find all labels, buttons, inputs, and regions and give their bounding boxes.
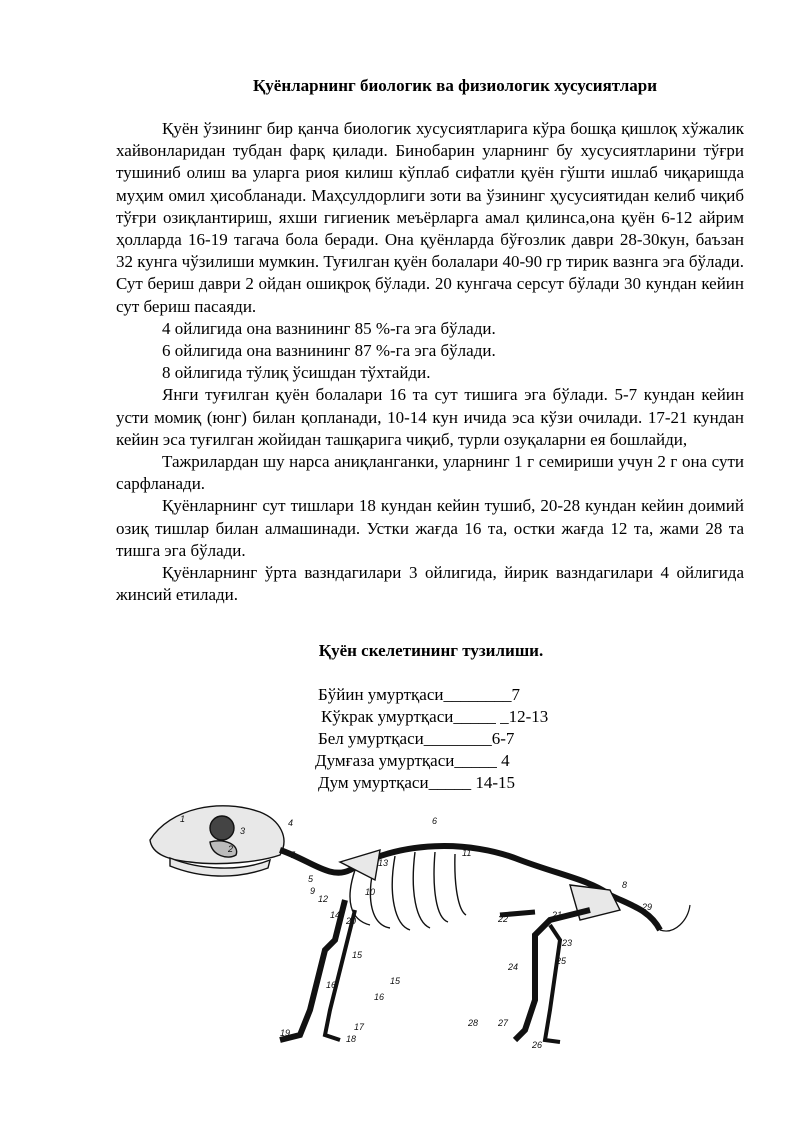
figure-label: 2 xyxy=(228,844,234,854)
figure-label: 9 xyxy=(310,886,316,896)
figure-label: 27 xyxy=(498,1018,509,1028)
figure-label: 8 xyxy=(622,880,628,890)
figure-label: 12 xyxy=(318,894,329,904)
figure-label: 23 xyxy=(562,938,573,948)
skeleton-drawing xyxy=(150,806,690,1042)
paragraph: 4 ойлигида она вазнининг 85 %-га эга бўлади. xyxy=(162,318,496,338)
figure-label: 28 xyxy=(468,1018,479,1028)
figure-label: 29 xyxy=(642,902,653,912)
figure-label: 20 xyxy=(346,916,357,926)
figure-label: 21 xyxy=(552,910,563,920)
section-subtitle: Қуён скелетининг тузилиши. xyxy=(318,641,544,660)
figure-label: 4 xyxy=(288,818,294,828)
figure-label: 14 xyxy=(330,910,341,920)
figure-label: 5 xyxy=(308,874,314,884)
rabbit-skeleton-figure xyxy=(140,800,700,1060)
figure-label: 18 xyxy=(346,1034,357,1044)
document-title: Қуёнларнинг биологик ва физиологик хусусиятлари xyxy=(252,76,658,95)
figure-label: 1 xyxy=(180,814,186,824)
figure-label: 17 xyxy=(354,1022,365,1032)
figure-label: 3 xyxy=(240,826,246,836)
figure-label: 6 xyxy=(432,816,438,826)
figure-label: 16 xyxy=(326,980,337,990)
vertebrae-sacral: Думғаза умуртқаси_____ 4 xyxy=(315,751,510,770)
paragraph: Тажрилардан шу нарса аниқланганки, уларнинг 1 г семириши учун 2 г она сути сарфланади. xyxy=(116,452,744,494)
vertebrae-cervical: Бўйин умуртқаси________7 xyxy=(318,685,520,704)
vertebrae-thoracic: Кўкрак умуртқаси_____ _12-13 xyxy=(321,707,549,726)
paragraph: Қуён ўзининг бир қанча биологик хусусиятларига кўра бошқа қишлоқ хўжалик хайвонларидан тубдан фарқ қилади. Бинобарин уларнинг бу хусусиятларини тўғри тушиниб олиш ва уларга риоя килиш кўплаб сифатли қуён гўшти ишлаб чиқаришда муҳим омил ҳисобланади. Маҳсулдорлиги зоти ва ўзининг ҳусусиятидан келиб чиқиб тўғри озиқлантириш, яхши гигиеник меъёрларга амал қилинса,она қуён 6-12 айрим ҳолларда 16-19 тагача бола беради. Она қуёнларда бўғозлик даври 28-30кун, баъзан 32 кунга чўзилиши мумкин. Туғилган қуён болалари 40-90 гр тирик вазнга эга бўлади. Сут бериш даври 2 ойдан ошиқроқ бўлади. 20 кунгача серсут бўлади 30 кундан кейин сут бериш пасаяди. xyxy=(116,119,744,316)
figure-label: 26 xyxy=(532,1040,543,1050)
vertebrae-caudal: Дум умуртқаси_____ 14-15 xyxy=(318,773,515,792)
figure-label: 13 xyxy=(378,858,389,868)
document-body xyxy=(116,118,744,606)
figure-label: 16 xyxy=(374,992,385,1002)
vertebrae-lumbar: Бел умуртқаси________6-7 xyxy=(318,729,515,748)
figure-label: 7 xyxy=(290,850,296,860)
figure-label: 25 xyxy=(556,956,567,966)
paragraph: 8 ойлигида тўлиқ ўсишдан тўхтайди. xyxy=(162,363,431,383)
figure-label: 24 xyxy=(508,962,519,972)
figure-label: 10 xyxy=(365,887,376,897)
paragraph: Янги туғилган қуён болалари 16 та сут тишига эга бўлади. 5-7 кундан кейин усти момиқ (юнг) билан қопланади, 10-14 кун ичида эса кўзи очилади. 17-21 кундан кейин эса туғилган жойидан ташқарига чиқиб, турли озуқаларни ея бошлайди, xyxy=(116,385,744,449)
figure-label: 11 xyxy=(462,848,472,858)
paragraph: Қуёнларнинг ўрта вазндагилари 3 ойлигида, йирик вазндагилари 4 ойлигида жинсий етилади. xyxy=(116,563,744,605)
figure-label: 22 xyxy=(498,914,509,924)
paragraph: Қуёнларнинг сут тишлари 18 кундан кейин тушиб, 20-28 кундан кейин доимий озиқ тишлар билан алмашинади. Устки жағда 16 та, остки жағда 12 та, жами 28 та тишга эга бўлади. xyxy=(116,496,744,560)
figure-label: 15 xyxy=(390,976,401,986)
figure-label: 19 xyxy=(280,1028,291,1038)
paragraph: 6 ойлигида она вазнининг 87 %-га эга бўлади. xyxy=(162,341,496,361)
figure-label: 15 xyxy=(352,950,363,960)
